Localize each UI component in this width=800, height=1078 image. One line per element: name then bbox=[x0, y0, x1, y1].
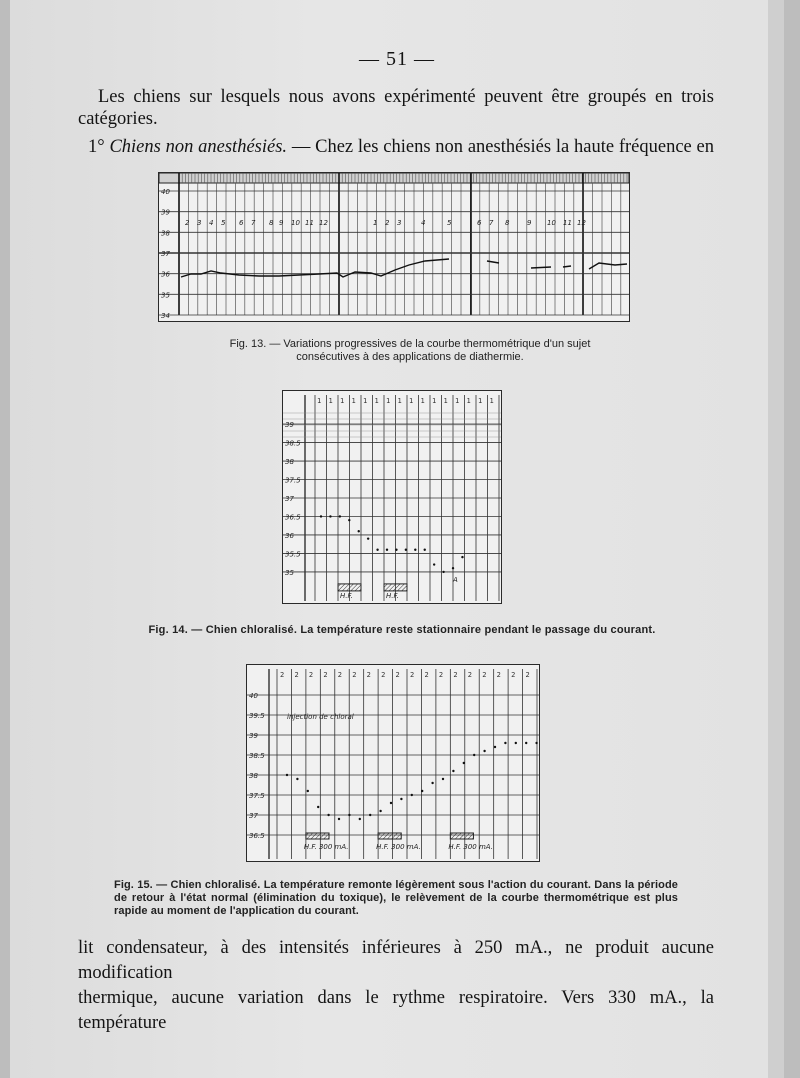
fig13-day-number: 11 bbox=[305, 219, 314, 227]
fig15-y-label: 39.5 bbox=[249, 712, 265, 720]
line3-rest: — Chez les chiens non anesthésiés la haute fréquence en bbox=[287, 137, 714, 157]
fig14-data-point bbox=[405, 549, 407, 551]
figure-14-caption: Fig. 14. — Chien chloralisé. La température reste stationnaire pendant le passage du courant. bbox=[148, 624, 656, 636]
fig14-data-point bbox=[452, 567, 454, 569]
fig14-time-mark: 1 bbox=[386, 397, 391, 405]
fig15-band-label: H.F. 300 mA. bbox=[303, 843, 349, 851]
fig14-y-label: 36 bbox=[285, 531, 294, 540]
top-paragraph-line1: Les chiens sur lesquels nous avons expérimenté peuvent être groupés en trois bbox=[98, 87, 714, 107]
fig13-day-number: 8 bbox=[505, 219, 510, 227]
fig15-annotation: injection de chloral bbox=[287, 713, 354, 721]
fig15-time-mark: 2 bbox=[496, 671, 501, 679]
fig14-band-label: H.F. bbox=[340, 591, 353, 600]
fig14-time-mark: 1 bbox=[397, 397, 402, 405]
top-paragraph bbox=[78, 86, 714, 158]
fig14-time-mark: 1 bbox=[489, 397, 494, 405]
fig13-y-label: 40 bbox=[161, 188, 170, 196]
fig14-time-mark: 1 bbox=[340, 397, 345, 405]
fig15-time-mark: 2 bbox=[294, 671, 299, 679]
fig14-y-label: 35.5 bbox=[285, 550, 301, 559]
bottom-paragraph-line2: thermique, aucune variation dans le rythme respiratoire. Vers 330 mA., la température bbox=[78, 988, 714, 1033]
fig13-curve-segment bbox=[531, 267, 551, 268]
fig14-y-label: 35 bbox=[285, 568, 294, 577]
fig13-day-number: 4 bbox=[421, 219, 426, 227]
fig13-y-label: 38 bbox=[161, 229, 170, 238]
fig15-time-mark: 2 bbox=[467, 671, 472, 679]
line3-prefix: 1° bbox=[88, 137, 110, 157]
fig14-time-mark: 1 bbox=[466, 397, 471, 405]
fig14-y-label: 37 bbox=[285, 495, 294, 503]
fig15-data-point bbox=[504, 742, 506, 744]
fig14-marker: A bbox=[453, 575, 458, 584]
fig13-curve-segment bbox=[487, 261, 499, 263]
fig15-time-mark: 2 bbox=[453, 671, 458, 679]
fig15-time-mark: 2 bbox=[438, 671, 444, 679]
fig13-day-number: 4 bbox=[209, 219, 214, 227]
fig15-time-mark: 2 bbox=[352, 671, 357, 679]
fig15-data-point bbox=[348, 814, 350, 816]
line3-italic: Chiens non anesthésiés. bbox=[109, 137, 288, 157]
fig13-day-number: 6 bbox=[477, 219, 482, 227]
figure-13-caption bbox=[170, 338, 650, 364]
fig14-time-mark: 1 bbox=[374, 397, 379, 405]
figure-13-chart bbox=[158, 172, 630, 322]
fig14-data-point bbox=[414, 549, 416, 551]
fig15-data-point bbox=[431, 782, 433, 784]
fig15-y-label: 37 bbox=[249, 812, 258, 820]
figure-15-chart bbox=[246, 664, 540, 862]
fig14-data-point bbox=[329, 515, 331, 517]
fig14-data-point bbox=[320, 515, 322, 517]
fig15-y-label: 38 bbox=[249, 772, 258, 780]
fig15-data-point bbox=[359, 818, 361, 820]
fig15-data-point bbox=[483, 750, 485, 752]
fig15-data-point bbox=[452, 770, 454, 772]
figure-13-caption-line1: Fig. 13. — Variations progressives de la courbe thermométrique d'un sujet bbox=[229, 338, 591, 350]
fig13-y-label: 37 bbox=[161, 250, 170, 258]
fig15-data-point bbox=[515, 742, 517, 744]
fig15-y-label: 38.5 bbox=[249, 752, 265, 760]
fig13-day-number: 2 bbox=[385, 219, 390, 227]
fig15-time-mark: 2 bbox=[525, 671, 530, 679]
fig14-time-mark: 1 bbox=[478, 397, 483, 405]
fig15-data-point bbox=[411, 794, 413, 796]
fig15-data-point bbox=[390, 802, 392, 804]
fig15-band-label: H.F. 300 mA. bbox=[376, 843, 421, 851]
fig15-hf-band bbox=[378, 833, 401, 839]
fig14-y-label: 39 bbox=[285, 421, 294, 430]
fig14-time-mark: 1 bbox=[432, 397, 437, 405]
fig13-day-number: 9 bbox=[527, 219, 532, 227]
fig13-day-number: 5 bbox=[447, 219, 452, 227]
fig13-day-number: 12 bbox=[577, 219, 586, 227]
fig15-data-point bbox=[494, 746, 496, 748]
fig14-time-mark: 1 bbox=[351, 397, 356, 405]
fig13-curve-segment bbox=[563, 266, 571, 267]
fig13-y-label: 39 bbox=[161, 208, 170, 217]
figure-15-svg bbox=[247, 665, 539, 861]
fig15-data-point bbox=[296, 778, 298, 780]
fig13-day-number: 7 bbox=[251, 219, 256, 227]
fig13-day-number: 5 bbox=[221, 219, 226, 227]
fig15-data-point bbox=[421, 790, 423, 792]
fig15-data-point bbox=[369, 814, 371, 816]
figure-13-caption-line2: consécutives à des applications de diathermie. bbox=[296, 351, 524, 363]
fig13-day-number: 11 bbox=[563, 219, 572, 227]
figure-14-chart bbox=[282, 390, 502, 604]
page-number: — 51 — bbox=[359, 48, 435, 70]
fig13-y-label: 34 bbox=[161, 312, 170, 320]
fig15-time-mark: 2 bbox=[511, 671, 516, 679]
fig13-day-number: 10 bbox=[291, 219, 300, 227]
fig14-y-label: 38 bbox=[285, 458, 294, 467]
fig13-y-label: 35 bbox=[161, 291, 170, 300]
fig14-time-mark: 1 bbox=[328, 397, 333, 405]
fig13-curve bbox=[181, 259, 449, 277]
fig15-band-label: H.F. 300 mA. bbox=[448, 843, 493, 851]
fig15-data-point bbox=[307, 790, 309, 792]
fig15-time-mark: 2 bbox=[410, 671, 415, 679]
fig15-data-point bbox=[317, 806, 319, 808]
top-paragraph-line3 bbox=[78, 136, 714, 158]
fig15-y-label: 36.5 bbox=[249, 832, 265, 840]
fig14-hf-band bbox=[338, 584, 361, 591]
fig15-data-point bbox=[473, 754, 475, 756]
fig14-hf-band bbox=[384, 584, 407, 591]
fig14-time-mark: 1 bbox=[455, 397, 460, 405]
fig14-band-label: H.F. bbox=[386, 591, 399, 600]
fig14-data-point bbox=[358, 530, 360, 532]
fig14-data-point bbox=[395, 549, 397, 551]
fig15-data-point bbox=[442, 778, 444, 780]
fig13-day-number: 1 bbox=[373, 219, 378, 227]
page-edge-shadow bbox=[768, 0, 784, 1078]
fig15-data-point bbox=[286, 774, 288, 776]
fig15-data-point bbox=[327, 814, 329, 816]
fig15-time-mark: 2 bbox=[395, 671, 400, 679]
fig14-data-point bbox=[386, 549, 388, 551]
fig15-time-mark: 2 bbox=[424, 671, 429, 679]
fig13-header-band bbox=[159, 173, 629, 183]
bottom-paragraph bbox=[78, 936, 714, 1036]
fig13-curve-segment bbox=[589, 263, 627, 269]
fig13-day-number: 12 bbox=[319, 219, 328, 227]
fig14-y-label: 37.5 bbox=[285, 476, 301, 485]
fig15-time-mark: 2 bbox=[381, 671, 386, 679]
fig14-data-point bbox=[424, 549, 426, 551]
figure-15-caption-text: — Chien chloralisé. La température remonte légèrement sous l'action du courant. Dans la période de retour à l'état normal (élimination du toxique), le relèvement de la courbe thermométrique est plus rapide au moment de l'application du courant. bbox=[114, 879, 679, 917]
fig13-day-number: 10 bbox=[547, 219, 556, 227]
fig15-y-label: 39 bbox=[249, 732, 258, 740]
fig14-data-point bbox=[442, 571, 444, 573]
fig15-data-point bbox=[338, 818, 340, 820]
fig14-data-point bbox=[376, 549, 378, 551]
fig13-day-number: 9 bbox=[279, 219, 284, 227]
fig15-data-point bbox=[400, 798, 402, 800]
fig13-day-number: 7 bbox=[489, 219, 494, 227]
fig15-time-mark: 2 bbox=[366, 671, 371, 679]
fig15-time-mark: 2 bbox=[280, 671, 285, 679]
fig14-y-label: 38.5 bbox=[285, 439, 301, 448]
fig14-time-mark: 1 bbox=[363, 397, 368, 405]
fig14-data-point bbox=[348, 519, 350, 521]
fig15-y-label: 37.5 bbox=[249, 792, 265, 800]
fig15-y-label: 40 bbox=[249, 692, 258, 700]
fig13-day-number: 6 bbox=[239, 219, 244, 227]
fig14-time-mark: 1 bbox=[317, 397, 322, 405]
bottom-paragraph-line1: lit condensateur, à des intensités inférieures à 250 mA., ne produit aucune modification bbox=[78, 938, 714, 983]
fig14-time-mark: 1 bbox=[409, 397, 414, 405]
fig15-data-point bbox=[525, 742, 527, 744]
fig14-data-point bbox=[367, 537, 369, 539]
fig15-data-point bbox=[379, 810, 381, 812]
fig13-day-number: 3 bbox=[397, 219, 402, 227]
figure-13-svg bbox=[159, 173, 629, 321]
fig14-data-point bbox=[433, 563, 435, 565]
fig15-hf-band bbox=[306, 833, 329, 839]
fig15-data-point bbox=[535, 742, 537, 744]
top-paragraph-line2: catégories. bbox=[78, 109, 158, 129]
fig14-time-mark: 1 bbox=[420, 397, 425, 405]
fig14-data-point bbox=[339, 515, 341, 517]
fig13-day-number: 8 bbox=[269, 219, 274, 227]
fig13-day-number: 2 bbox=[185, 219, 190, 227]
fig13-day-number: 3 bbox=[197, 219, 202, 227]
figure-14-svg bbox=[283, 391, 501, 603]
fig15-time-mark: 2 bbox=[337, 671, 342, 679]
fig14-data-point bbox=[461, 556, 463, 558]
figure-15-caption-prefix: Fig. 15. bbox=[114, 879, 153, 891]
fig15-time-mark: 2 bbox=[308, 671, 314, 679]
fig15-time-mark: 2 bbox=[482, 671, 487, 679]
fig14-time-mark: 1 bbox=[443, 397, 448, 405]
fig14-y-label: 36.5 bbox=[285, 513, 301, 522]
fig15-hf-band bbox=[450, 833, 473, 839]
fig15-time-mark: 2 bbox=[323, 671, 328, 679]
figure-15-caption bbox=[114, 879, 678, 918]
fig13-y-label: 36 bbox=[161, 270, 170, 279]
book-page bbox=[10, 0, 784, 1078]
fig15-data-point bbox=[463, 762, 465, 764]
